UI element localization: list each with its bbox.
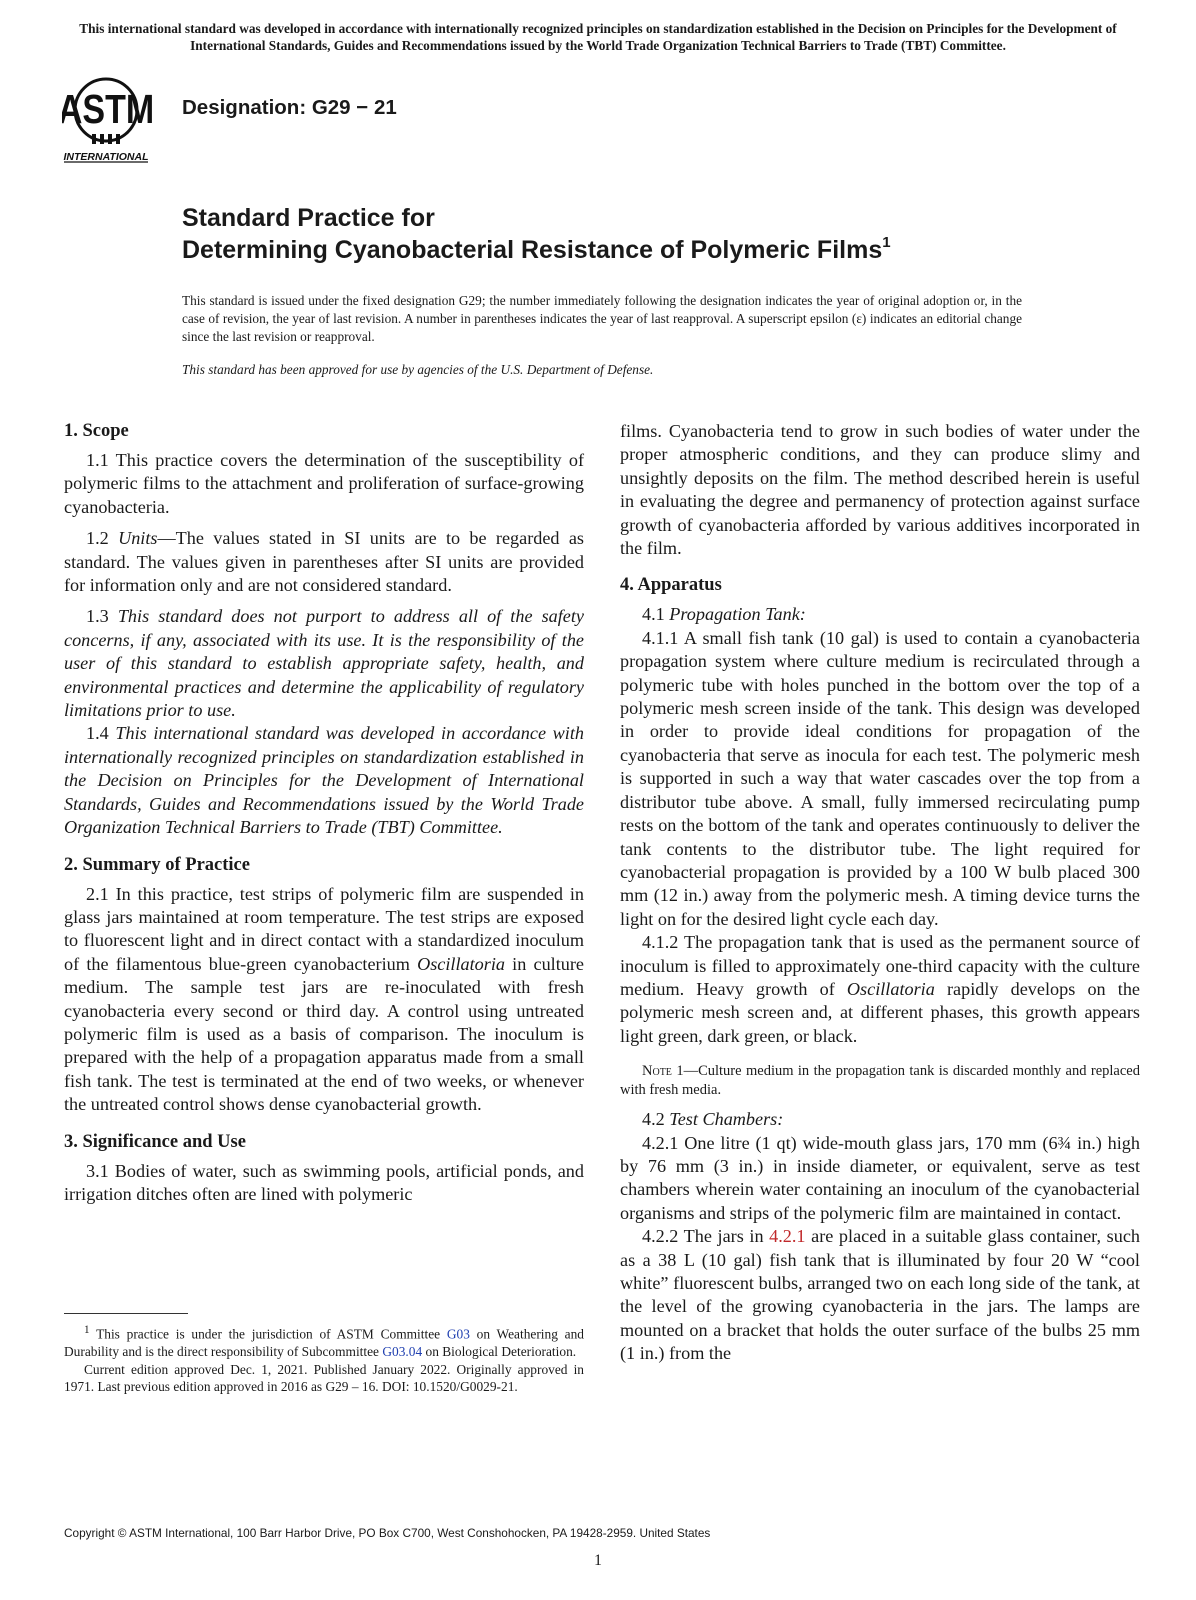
footnote-divider (64, 1313, 188, 1314)
note-1 (620, 1062, 1140, 1100)
copyright-line: Copyright © ASTM International, 100 Barr Harbor Drive, PO Box C700, West Conshohocken, PA 19428-2959. United States (64, 1526, 711, 1540)
footnote-text: This practice is under the jurisdiction of ASTM Committee (89, 1326, 447, 1342)
astm-logo-icon (62, 68, 172, 168)
dod-approval: This standard has been approved for use by agencies of the U.S. Department of Defense. (182, 362, 654, 377)
para-text: rapidly develops on the polymeric mesh screen and, at different phases, this growth appears light green, dark green, or black. (620, 978, 1141, 1046)
paragraph-3-1-continued: films. Cyanobacteria tend to grow in such bodies of water under the proper atmospheric conditions, and they can produce slimy and unsightly deposits on the film. The method described herein is useful in evaluating the degree and permanency of protection against surface growth of cyanobacteria afforded by various additives incorporated in the film. (620, 421, 1140, 559)
para-text: 4.1.2 The propagation tank that is used as the permanent source of inoculum is filled to approximately one-third capacity with the culture medium. Heavy growth of (620, 932, 1140, 999)
paragraph-1-4 (64, 722, 584, 839)
footnote-text: on Biological Deterioration. (422, 1344, 577, 1360)
footnote-edition: Current edition approved Dec. 1, 2021. Published January 2022. Originally approved in 1971. Last previous edition approved in 2016 as G29 – 16. DOI: 10.1520/G0029-21. (64, 1361, 584, 1395)
para-text: This standard does not purport to address all of the safety concerns, if any, associated with its use. It is the responsibility of the user of this standard to establish appropriate safety, health, and environmental practices and determine the applicability of regulatory limitations prior to use. (64, 606, 585, 721)
left-column (64, 420, 584, 1206)
organism-name: Oscillatoria (846, 978, 935, 999)
section-2-heading: 2. Summary of Practice (64, 854, 250, 875)
footnote (64, 1322, 584, 1396)
paragraph-3-1: 3.1 Bodies of water, such as swimming pools, artificial ponds, and irrigation ditches often are lined with polymeric (64, 1160, 584, 1204)
right-column (620, 420, 1140, 1366)
organism-name: Oscillatoria (417, 953, 505, 974)
title-footnote-mark[interactable]: 1 (882, 234, 891, 251)
para-term: Test Chambers: (669, 1109, 784, 1130)
footnote-1 (64, 1322, 584, 1361)
paragraph-2-1 (64, 883, 584, 1117)
paragraph-1-2 (64, 527, 584, 597)
note-label: Note 1 (642, 1063, 684, 1080)
designation: Designation: G29 − 21 (182, 96, 397, 119)
footnote-mark: 1 (84, 1324, 90, 1336)
para-number: 1.3 (86, 606, 118, 627)
note-text: —Culture medium in the propagation tank is discarded monthly and replaced with fresh media. (620, 1063, 1140, 1099)
para-text: are placed in a suitable glass container, such as a 38 L (10 gal) fish tank that is illuminated by four 20 W “cool white” fluorescent bulbs, arranged two on each long side of the tank, at the level of the growing cyanobacteria in the jars. The lamps are mounted on a bracket that holds the outer surface of the bulbs 25 mm (1 in.) from the (620, 1226, 1140, 1364)
paragraph-4-2-1: 4.2.1 One litre (1 qt) wide-mouth glass jars, 170 mm (6¾ in.) high by 76 mm (3 in.) in inside diameter, or equivalent, serve as test chambers wherein water containing an inoculum of the cyanobacterial organisms and strips of the polymeric film are maintained in contact. (620, 1132, 1140, 1223)
section-3-heading: 3. Significance and Use (64, 1131, 246, 1152)
title-text: Determining Cyanobacterial Resistance of Polymeric Films (182, 236, 883, 264)
footnote-text: on Weathering and Durability and is the direct responsibility of Subcommittee (64, 1326, 584, 1360)
title-line-1: Standard Practice for (182, 204, 435, 232)
section-1-heading: 1. Scope (64, 421, 129, 441)
issuance-statement: This standard is issued under the fixed designation G29; the number immediately following the designation indicates the year of original adoption or, in the case of revision, the year of last revision. A number in parentheses indicates the year of last reapproval. A superscript epsilon (ε) indicates an editorial change since the last revision or reapproval. (182, 293, 1022, 344)
paragraph-1-1: 1.1 This practice covers the determination of the susceptibility of polymeric films to the attachment and proliferation of surface-growing cyanobacteria. (64, 450, 584, 517)
page-number: 1 (594, 1552, 602, 1569)
paragraph-4-1-2 (620, 931, 1140, 1048)
section-4-heading: 4. Apparatus (620, 575, 722, 596)
wto-notice: This international standard was developed in accordance with internationally recognized principles on standardization established in the Decision on Principles for the Development of International Standards, Guides and Recommendations issued by the World Trade Organization Technical Barriers to Trade (TBT) Committee. (79, 21, 1117, 53)
para-number: 4.2 (642, 1109, 670, 1130)
para-text: in culture medium. The sample test jars are re-inoculated with fresh cyanobacteria every second or third day. A control using untreated polymeric film is used as a basis of comparison. The inoculum is prepared with the help of a propagation apparatus made from a small fish tank. The test is terminated at the end of two weeks, or whenever the untreated control shows dense cyanobacterial growth. (64, 953, 584, 1115)
paragraph-4-1 (620, 603, 1140, 626)
para-number: 1.2 (86, 528, 119, 549)
section-ref-link[interactable]: 4.2.1 (769, 1226, 806, 1247)
para-number: 1.4 (86, 723, 116, 744)
para-text: 2.1 In this practice, test strips of polymeric film are suspended in glass jars maintained at room temperature. The test strips are exposed to fluorescent light and in direct contact with a standardized inoculum of the filamentous blue-green cyanobacterium (64, 883, 584, 974)
para-text: 4.2.2 The jars in (642, 1226, 770, 1247)
paragraph-4-2 (620, 1108, 1140, 1131)
svg-text:INTERNATIONAL: INTERNATIONAL (63, 151, 149, 163)
subcommittee-link[interactable]: G03.04 (382, 1344, 423, 1360)
units-term: Units (118, 528, 158, 549)
paragraph-4-2-2 (620, 1225, 1140, 1365)
para-term: Propagation Tank: (669, 604, 806, 625)
document-title (182, 202, 891, 266)
committee-link[interactable]: G03 (446, 1326, 470, 1342)
svg-text:ASTM: ASTM (62, 86, 155, 132)
para-text: —The values stated in SI units are to be regarded as standard. The values given in parentheses after SI units are provided for information only and are not considered standard. (64, 528, 584, 596)
astm-logo (62, 68, 172, 168)
para-text: This international standard was developed in accordance with internationally recognized principles on standardization established in the Decision on Principles for the Development of International Standards, Guides and Recommendations issued by the World Trade Organization Technical Barriers to Trade (TBT) Committee. (64, 723, 585, 838)
paragraph-1-3 (64, 605, 584, 722)
title-line-2 (182, 234, 891, 266)
para-number: 4.1 (642, 604, 670, 625)
paragraph-4-1-1: 4.1.1 A small fish tank (10 gal) is used to contain a cyanobacteria propagation system where culture medium is recirculated through a polymeric tube with holes punched in the bottom over the top of a polymeric mesh screen inside of the tank. This design was developed in order to provide ideal conditions for propagation of the cyanobacteria that serve as inocula for each test. The polymeric mesh is supported in such a way that water cascades over the top from a distributor tube above. A small, fully immersed recirculating pump rests on the bottom of the tank and operates continuously to deliver the tank contents to the distributor tube. The light required for cyanobacterial propagation is provided by a 100 W bulb placed 300 mm (12 in.) away from the polymeric mesh. A timing device turns the light on for the desired light cycle each day. (620, 627, 1140, 929)
